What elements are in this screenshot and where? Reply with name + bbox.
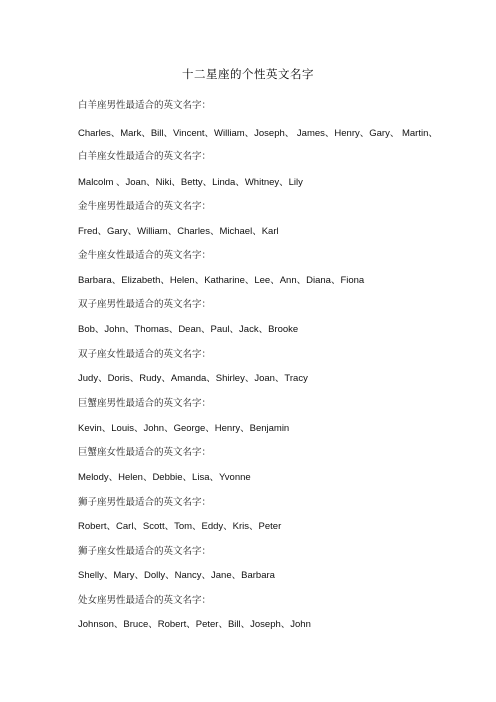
entry-label: 双子座女性最适合的英文名字：	[78, 349, 212, 360]
entry-label: 白羊座女性最适合的英文名字：	[78, 151, 212, 162]
entry-names: Barbara、Elizabeth、Helen、Katharine、Lee、Ann、Diana、Fiona	[78, 275, 365, 286]
entry-names: Kevin、Louis、John、George、Henry、Benjamin	[78, 423, 290, 434]
entry-label: 金牛座女性最适合的英文名字：	[78, 250, 212, 261]
entry-label: 狮子座女性最适合的英文名字：	[78, 546, 212, 557]
entry-names: Melody、Helen、Debbie、Lisa、Yvonne	[78, 472, 251, 483]
entry-names: Bob、John、Thomas、Dean、Paul、Jack、Brooke	[78, 324, 299, 335]
entry-names: Johnson、Bruce、Robert、Peter、Bill、Joseph、John	[78, 619, 311, 630]
entry-label: 双子座男性最适合的英文名字：	[78, 299, 212, 310]
entry-names: Charles、Mark、Bill、Vincent、William、Joseph、 James、Henry、Gary、 Martin、	[78, 128, 438, 139]
page-title: 十二星座的个性英文名字	[182, 67, 314, 81]
entry-names: Shelly、Mary、Dolly、Nancy、Jane、Barbara	[78, 570, 275, 581]
entry-names: Fred、Gary、William、Charles、Michael、Karl	[78, 226, 279, 237]
entry-label: 白羊座男性最适合的英文名字：	[78, 100, 212, 111]
entry-label: 处女座男性最适合的英文名字：	[78, 595, 212, 606]
entry-label: 金牛座男性最适合的英文名字：	[78, 201, 212, 212]
entry-names: Malcolm 、Joan、Niki、Betty、Linda、Whitney、Lily	[78, 177, 303, 188]
entry-names: Robert、Carl、Scott、Tom、Eddy、Kris、Peter	[78, 521, 282, 532]
entry-names: Judy、Doris、Rudy、Amanda、Shirley、Joan、Tracy	[78, 373, 308, 384]
entry-label: 巨蟹座男性最适合的英文名字：	[78, 398, 212, 409]
entry-label: 狮子座男性最适合的英文名字：	[78, 497, 212, 508]
entry-label: 巨蟹座女性最适合的英文名字：	[78, 447, 212, 458]
